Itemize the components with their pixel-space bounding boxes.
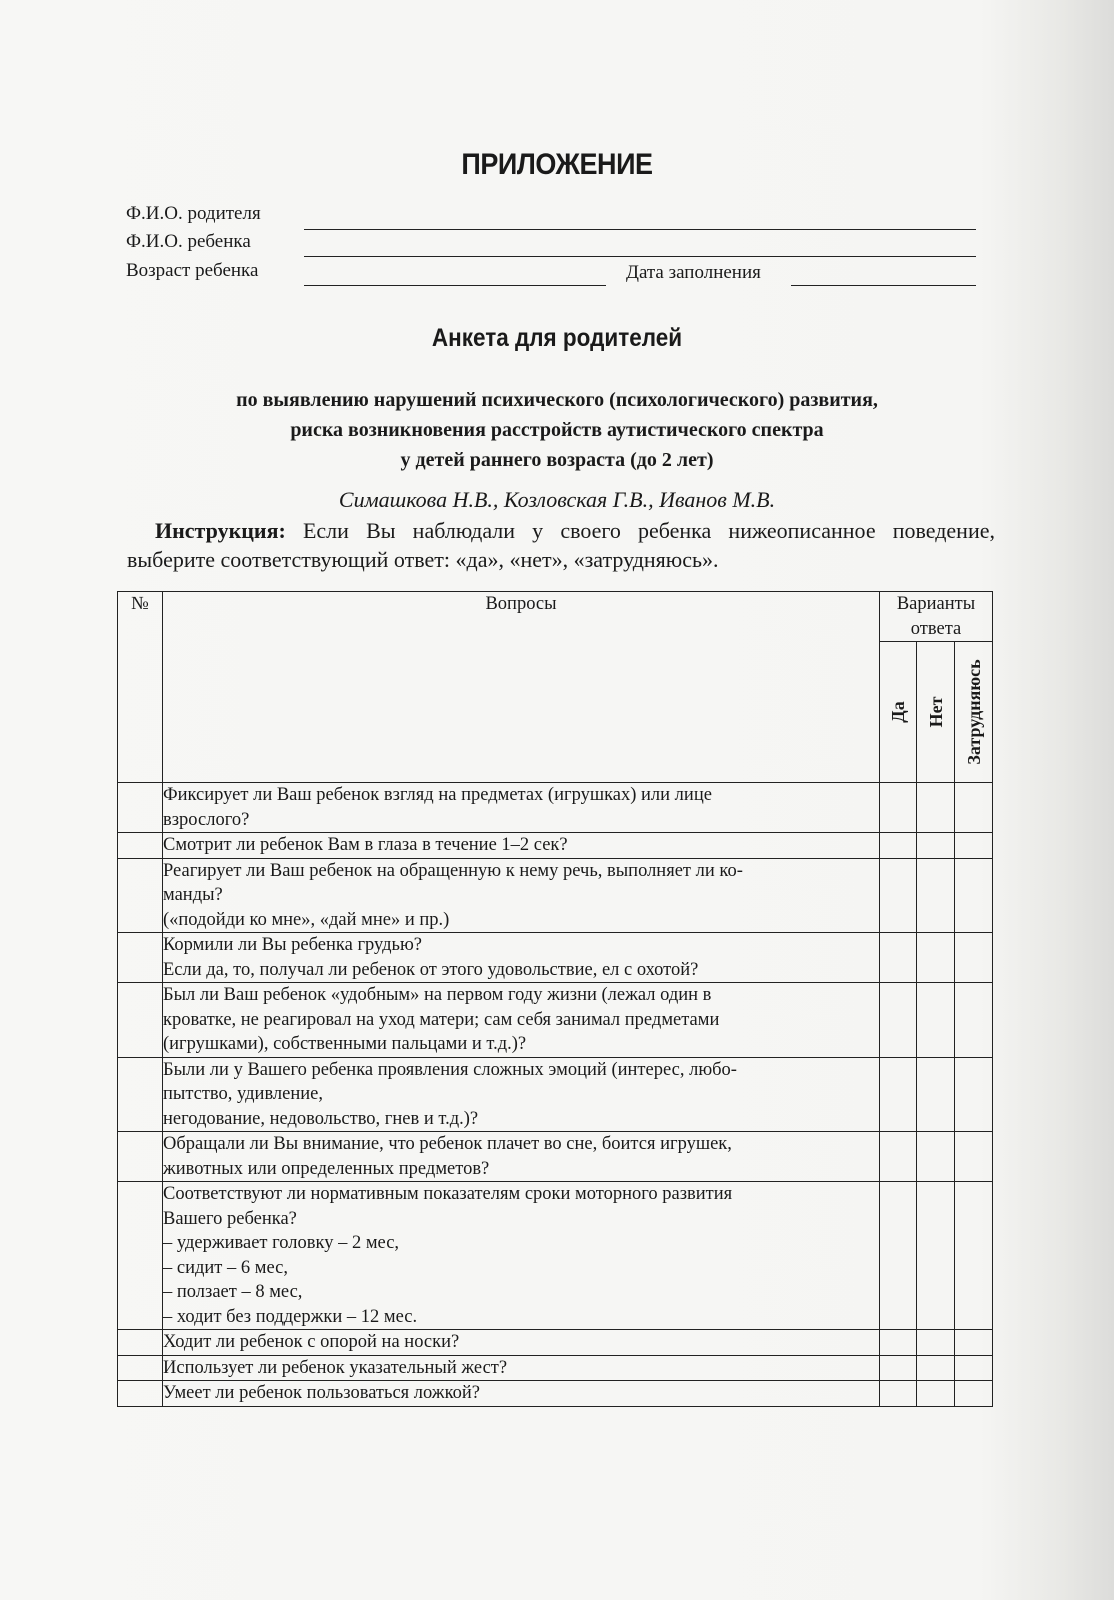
question-text: животных или определенных предметов? xyxy=(163,1158,490,1179)
answer-no-cell[interactable] xyxy=(917,858,955,933)
row-number-cell xyxy=(118,833,163,859)
question-text: Обращали ли Вы внимание, что ребенок плачет во сне, боится игрушек, xyxy=(163,1134,732,1154)
answer-yes-cell[interactable] xyxy=(880,1182,917,1330)
answer-yes-cell[interactable] xyxy=(880,1132,917,1182)
question-text: Использует ли ребенок указательный жест? xyxy=(163,1357,508,1378)
table-row xyxy=(118,858,993,933)
question-text: – ходит без поддержки – 12 мес. xyxy=(163,1306,418,1327)
row-number-cell xyxy=(118,858,163,933)
question-cell xyxy=(163,1355,880,1381)
instruction-text: Если Вы наблюдали у своего ребенка нижеописанное поведение, выберите соответствующий ответ: «да», «нет», «затрудняюсь». xyxy=(127,518,995,572)
answer-no-cell[interactable] xyxy=(917,933,955,983)
question-text: пытство, удивление, xyxy=(163,1084,324,1104)
table-row xyxy=(118,983,993,1058)
table-row xyxy=(118,1330,993,1356)
answer-unsure-cell[interactable] xyxy=(955,1330,993,1356)
table-row xyxy=(118,783,993,833)
instruction xyxy=(127,516,995,574)
answer-unsure-cell[interactable] xyxy=(955,1381,993,1407)
answer-yes-cell[interactable] xyxy=(880,933,917,983)
instruction-label: Инструкция: xyxy=(155,518,286,543)
description-line-1: по выявлению нарушений психического (психологического) развития, xyxy=(236,389,878,411)
answer-no-cell[interactable] xyxy=(917,1355,955,1381)
description-line-3: у детей раннего возраста (до 2 лет) xyxy=(400,449,714,471)
row-number-cell xyxy=(118,1381,163,1407)
child-age-line[interactable] xyxy=(304,285,606,286)
row-number-cell xyxy=(118,933,163,983)
answer-no-cell[interactable] xyxy=(917,783,955,833)
answer-unsure-cell[interactable] xyxy=(955,983,993,1058)
answer-no-cell[interactable] xyxy=(917,1057,955,1132)
question-cell xyxy=(163,1132,880,1182)
answer-unsure-cell[interactable] xyxy=(955,783,993,833)
table-row xyxy=(118,833,993,859)
header-variants: Варианты ответа xyxy=(880,592,993,642)
question-text: (игрушками), собственными пальцами и т.д.)? xyxy=(163,1034,527,1054)
question-cell xyxy=(163,783,880,833)
authors: Симашкова Н.В., Козловская Г.В., Иванов М.В. xyxy=(338,487,776,512)
answer-yes-cell[interactable] xyxy=(880,833,917,859)
answer-unsure-cell[interactable] xyxy=(955,1182,993,1330)
question-text: – ползает – 8 мес, xyxy=(163,1282,303,1302)
answer-yes-cell[interactable] xyxy=(880,983,917,1058)
answer-no-cell[interactable] xyxy=(917,1381,955,1407)
question-text: Смотрит ли ребенок Вам в глаза в течение 1–2 сек? xyxy=(163,835,568,855)
question-text: манды? xyxy=(163,885,223,905)
answer-no-cell[interactable] xyxy=(917,1132,955,1182)
answer-unsure-cell[interactable] xyxy=(955,933,993,983)
fill-date-label: Дата заполнения xyxy=(626,262,761,283)
question-text: взрослого? xyxy=(163,809,250,830)
fill-date-line[interactable] xyxy=(791,285,976,286)
row-number-cell xyxy=(118,1330,163,1356)
answer-no-cell[interactable] xyxy=(917,833,955,859)
answer-no-cell[interactable] xyxy=(917,1182,955,1330)
answer-unsure-cell[interactable] xyxy=(955,833,993,859)
answer-yes-cell[interactable] xyxy=(880,1330,917,1356)
table-row xyxy=(118,1381,993,1407)
question-text: Были ли у Вашего ребенка проявления сложных эмоций (интерес, любо- xyxy=(163,1059,737,1080)
question-text: Реагирует ли Ваш ребенок на обращенную к нему речь, выполняет ли ко- xyxy=(163,860,743,881)
answer-no-cell[interactable] xyxy=(917,1330,955,1356)
answer-yes-cell[interactable] xyxy=(880,858,917,933)
question-cell xyxy=(163,1330,880,1356)
question-text: Ходит ли ребенок с опорой на носки? xyxy=(163,1332,460,1352)
question-text: («подойди ко мне», «дай мне» и пр.) xyxy=(163,909,450,930)
row-number-cell xyxy=(118,1355,163,1381)
table-row xyxy=(118,1182,993,1330)
header-answer-no: Нет xyxy=(917,642,955,783)
child-name-label: Ф.И.О. ребенка xyxy=(126,231,251,252)
header-answer-yes: Да xyxy=(880,642,917,783)
row-number-cell xyxy=(118,783,163,833)
form-title: Анкета для родителей xyxy=(431,324,683,352)
question-text: Умеет ли ребенок пользоваться ложкой? xyxy=(163,1383,481,1403)
questionnaire-table xyxy=(117,591,993,1407)
table-row xyxy=(118,1132,993,1182)
answer-unsure-cell[interactable] xyxy=(955,1132,993,1182)
table-row xyxy=(118,1057,993,1132)
question-cell xyxy=(163,833,880,859)
answer-yes-cell[interactable] xyxy=(880,1057,917,1132)
answer-yes-cell[interactable] xyxy=(880,1355,917,1381)
child-age-label: Возраст ребенка xyxy=(126,260,259,281)
parent-name-line[interactable] xyxy=(304,229,976,230)
answer-yes-cell[interactable] xyxy=(880,783,917,833)
question-cell xyxy=(163,1057,880,1132)
question-cell xyxy=(163,983,880,1058)
question-cell xyxy=(163,933,880,983)
answer-unsure-cell[interactable] xyxy=(955,1355,993,1381)
answer-unsure-cell[interactable] xyxy=(955,1057,993,1132)
answer-yes-cell[interactable] xyxy=(880,1381,917,1407)
header-number: № xyxy=(118,592,163,783)
question-cell xyxy=(163,1381,880,1407)
question-text: Кормили ли Вы ребенка грудью? xyxy=(163,935,422,955)
child-name-line[interactable] xyxy=(304,256,976,257)
parent-name-label: Ф.И.О. родителя xyxy=(126,203,261,224)
row-number-cell xyxy=(118,983,163,1058)
question-text: Фиксирует ли Ваш ребенок взгляд на предметах (игрушках) или лице xyxy=(163,785,712,805)
description-line-2: риска возникновения расстройств аутистического спектра xyxy=(290,419,824,441)
question-text: Вашего ребенка? xyxy=(163,1208,297,1229)
row-number-cell xyxy=(118,1057,163,1132)
table-row xyxy=(118,933,993,983)
question-text: – сидит – 6 мес, xyxy=(163,1257,288,1278)
question-cell xyxy=(163,1182,880,1330)
table-row xyxy=(118,1355,993,1381)
answer-unsure-cell[interactable] xyxy=(955,858,993,933)
question-text: Был ли Ваш ребенок «удобным» на первом году жизни (лежал один в xyxy=(163,985,712,1005)
question-text: негодование, недовольство, гнев и т.д.)? xyxy=(163,1108,479,1129)
header-answer-unsure: Затрудняюсь xyxy=(955,642,993,783)
questions-body xyxy=(118,783,993,1407)
row-number-cell xyxy=(118,1182,163,1330)
page-title: ПРИЛОЖЕНИЕ xyxy=(461,148,653,181)
row-number-cell xyxy=(118,1132,163,1182)
question-cell xyxy=(163,858,880,933)
question-text: Если да, то, получал ли ребенок от этого удовольствие, ел с охотой? xyxy=(163,959,699,980)
question-text: Соответствуют ли нормативным показателям сроки моторного развития xyxy=(163,1184,733,1204)
question-text: кроватке, не реагировал на уход матери; сам себя занимал предметами xyxy=(163,1009,720,1030)
header-questions: Вопросы xyxy=(163,592,880,783)
answer-no-cell[interactable] xyxy=(917,983,955,1058)
question-text: – удерживает головку – 2 мес, xyxy=(163,1233,400,1253)
